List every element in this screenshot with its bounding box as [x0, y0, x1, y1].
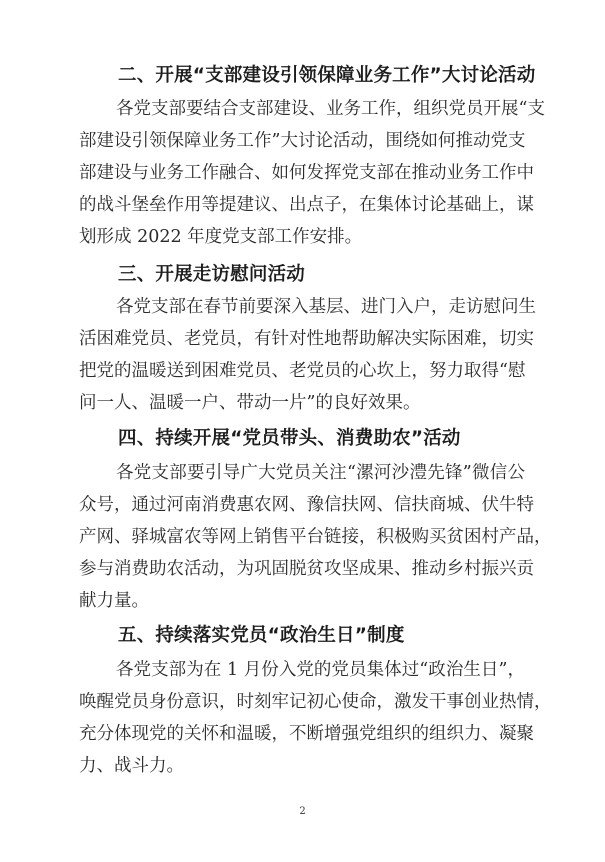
section-paragraph-5	[79, 654, 552, 782]
paragraph-line: 问一人、温暖一户、带动一片”的良好效果。	[79, 393, 421, 413]
paragraph-line: 产网、驿城富农等网上销售平台链接，积极购买贫困村产品，	[79, 527, 552, 547]
paragraph-line: 各党支部为在 1 月份入党的党员集体过“政治生日”，	[116, 660, 525, 680]
paragraph-line: 的战斗堡垒作用等提建议、出点子，在集体讨论基础上，谋	[79, 195, 534, 215]
section-paragraph-4	[79, 457, 552, 617]
paragraph-line: 唤醒党员身份意识，时刻牢记初心使命，激发干事创业热情，	[79, 692, 552, 712]
paragraph-line: 力、战斗力。	[79, 756, 184, 776]
section-heading-4: 四、持续开展“党员带头、消费助农”活动	[118, 428, 461, 449]
page-number: 2	[299, 806, 306, 817]
paragraph-line: 活困难党员、老党员，有针对性地帮助解决实际困难，切实	[79, 329, 534, 349]
paragraph-line: 部建设引领保障业务工作”大讨论活动，围绕如何推动党支	[79, 131, 526, 151]
section-heading-5: 五、持续落实党员“政治生日”制度	[118, 625, 405, 646]
paragraph-line: 部建设与业务工作融合、如何发挥党支部在推动业务工作中	[79, 163, 534, 183]
paragraph-line: 各党支部在春节前要深入基层、进门入户，走访慰问生	[116, 297, 536, 317]
paragraph-line: 各党支部要引导广大党员关注“漯河沙澧先锋”微信公	[116, 463, 525, 483]
paragraph-line: 把党的温暖送到困难党员、老党员的心坎上，努力取得“慰	[79, 361, 526, 381]
section-paragraph-2	[79, 93, 545, 253]
paragraph-line: 充分体现党的关怀和温暖，不断增强党组织的组织力、凝聚	[79, 724, 534, 744]
section-heading-3: 三、开展走访慰问活动	[118, 264, 306, 285]
section-paragraph-3	[79, 291, 536, 419]
paragraph-line: 参与消费助农活动，为巩固脱贫攻坚成果、推动乡村振兴贡	[79, 559, 534, 579]
paragraph-line: 献力量。	[79, 591, 149, 611]
paragraph-line: 各党支部要结合支部建设、业务工作，组织党员开展“支	[116, 99, 545, 119]
paragraph-line: 划形成 2022 年度党支部工作安排。	[79, 227, 363, 247]
section-heading-2: 二、开展“支部建设引领保障业务工作”大讨论活动	[118, 65, 536, 86]
paragraph-line: 众号，通过河南消费惠农网、豫信扶网、信扶商城、伏牛特	[79, 495, 534, 515]
